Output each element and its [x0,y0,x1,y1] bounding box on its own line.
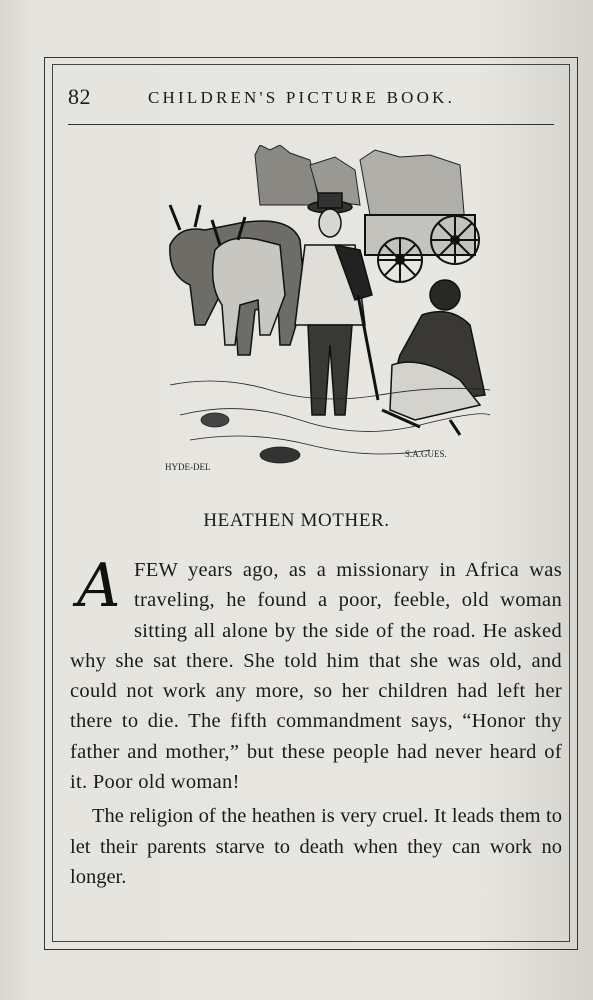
running-header [68,82,554,114]
paragraph-2: The religion of the heathen is very cruel. It leads them to let their parents starve to death when they can work no longer. [70,805,562,888]
engraver-signature-right: S.A.GUES. [405,449,447,459]
article-body [70,551,562,892]
running-title: CHILDREN'S PICTURE BOOK. [148,88,456,107]
seated-woman-figure-icon [382,280,485,435]
wagon-icon [365,215,479,282]
page-number: 82 [68,84,91,109]
paragraph-1 [70,551,562,797]
oxen-icon [170,205,305,355]
header-rule [68,124,554,125]
drop-cap: A [77,551,121,621]
engraving-illustration [160,145,495,480]
paragraph-1-text: FEW years ago, as a missionary in Africa was traveling, he found a poor, feeble, old woman sitting all alone by the side of the road. He asked why she sat there. She told him that she was old, and could not work any more, so her children had left her there to die. The fifth commandment says, “Honor thy father and mother,” but these people had never heard of it. Poor old woman! [70,559,562,794]
trees-icon [255,145,465,225]
article-title: HEATHEN MOTHER. [203,510,390,531]
engraver-signature-left: HYDE-DEL [165,462,211,472]
